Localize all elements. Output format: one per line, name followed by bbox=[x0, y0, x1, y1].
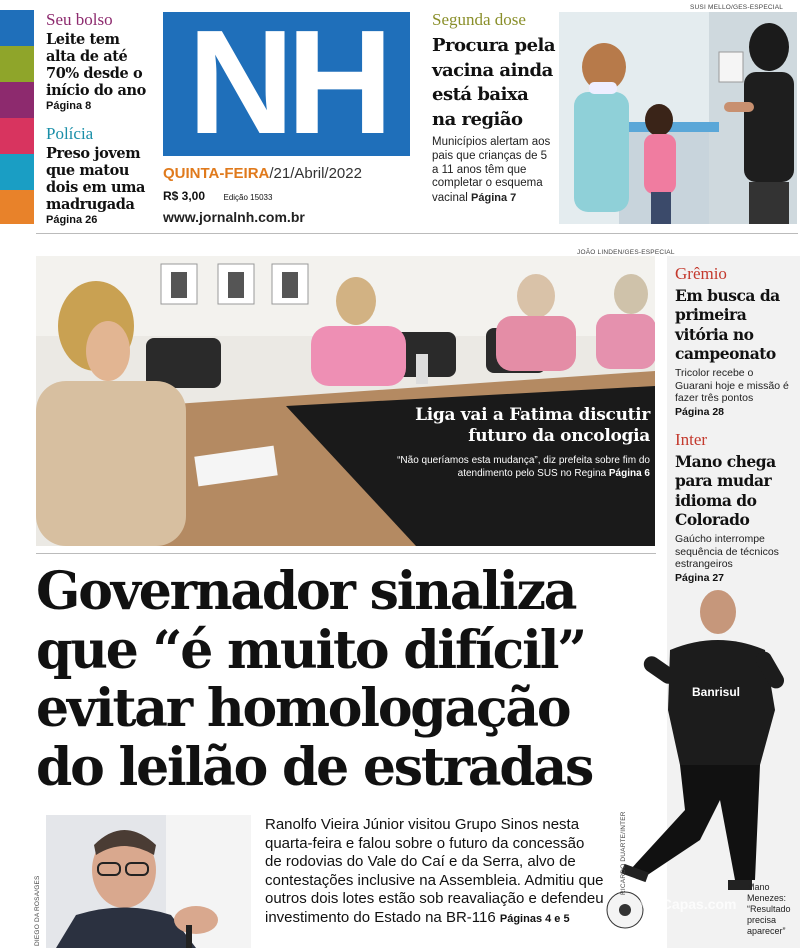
teaser-seu-bolso[interactable] bbox=[46, 10, 152, 113]
teaser-summary: Tricolor recebe o Guarani hoje e missão é fazer três pontos bbox=[675, 367, 789, 405]
color-strip-purple bbox=[0, 82, 34, 118]
mano-caption: Mano Menezes: “Resultado precisa aparecer” bbox=[747, 882, 791, 936]
page-ref: Página 8 bbox=[46, 100, 92, 112]
teaser-gremio[interactable] bbox=[675, 264, 793, 419]
watermark: VerCapas.com bbox=[640, 896, 737, 912]
page-ref: Página 7 bbox=[471, 192, 517, 205]
page-ref: Página 6 bbox=[608, 468, 650, 479]
logo-text: NH bbox=[187, 0, 386, 165]
nh-logo[interactable] bbox=[163, 0, 410, 165]
teaser-policia[interactable] bbox=[46, 124, 152, 227]
meeting-photo bbox=[36, 256, 655, 546]
color-strip-teal bbox=[0, 154, 34, 190]
page-ref: Página 26 bbox=[46, 214, 98, 226]
photo-credit-top: SUSI MELLO/GES-ESPECIAL bbox=[690, 4, 784, 11]
color-strip-olive bbox=[0, 46, 34, 82]
photo-story-summary: “Não queríamos esta mudança”, diz prefeita sobre fim do atendimento pelo SUS no Regina Página 6 bbox=[397, 455, 650, 479]
teaser-segunda-dose[interactable] bbox=[432, 10, 556, 206]
headline-line: que “é muito difícil” bbox=[36, 619, 585, 681]
headline-line: do leilão de estradas bbox=[36, 736, 593, 798]
section-label: Grêmio bbox=[675, 264, 727, 283]
governor-photo bbox=[46, 815, 251, 948]
page-ref: Página 28 bbox=[675, 405, 725, 418]
headline-line: evitar homologação bbox=[36, 678, 570, 739]
page-ref: Página 27 bbox=[675, 571, 725, 584]
divider-top bbox=[36, 233, 798, 234]
section-label: Polícia bbox=[46, 124, 94, 143]
section-label: Seu bolso bbox=[46, 10, 113, 29]
section-label: Inter bbox=[675, 430, 708, 449]
website[interactable]: www.jornalnh.com.br bbox=[163, 209, 305, 225]
price: R$ 3,00 bbox=[163, 189, 206, 203]
section-label: Segunda dose bbox=[432, 10, 526, 29]
teaser-inter[interactable] bbox=[675, 430, 793, 585]
masthead-date bbox=[163, 165, 362, 182]
main-headline[interactable] bbox=[36, 563, 636, 797]
color-strip-pink bbox=[0, 118, 34, 154]
governor-photo-credit: DIEGO DA ROSA/GES bbox=[34, 875, 41, 946]
masthead-price-row bbox=[163, 187, 272, 205]
teaser-summary: Municípios alertam aos pais que crianças de 5 a 11 anos têm que completar o esquema vacinal Página 7 bbox=[432, 136, 551, 205]
teaser-summary: Gaúcho interrompe sequência de técnicos estrangeiros bbox=[675, 533, 779, 571]
photo-credit-meeting: JOÃO LINDEN/GES-ESPECIAL bbox=[577, 249, 675, 256]
date: /21/Abril/2022 bbox=[269, 165, 362, 182]
main-story-body: Ranolfo Vieira Júnior visitou Grupo Sinos nesta quarta-feira e falou sobre o futuro da concessão de rodovias do Vale do Caí e da Serra, alvo de contestações inclusive na Assembleia. Admitiu que outros dois lotes estão sob reavaliação e defendeu investimento do Estado na BR-116 Páginas 4 e 5 bbox=[265, 816, 604, 926]
mano-credit: RICARDO DUARTE/INTER bbox=[620, 811, 627, 895]
shirt-sponsor: Banrisul bbox=[692, 685, 741, 699]
teaser-headline: Em busca da primeira vitória no campeonato bbox=[675, 286, 780, 363]
page-ref: Páginas 4 e 5 bbox=[499, 912, 570, 925]
divider-main bbox=[36, 553, 656, 554]
color-strip-blue bbox=[0, 10, 34, 46]
vaccine-photo bbox=[559, 12, 797, 224]
teaser-headline: Leite tem alta de até 70% desde o início do ano bbox=[46, 31, 146, 99]
teaser-headline: Preso jovem que matou dois em uma madrugada bbox=[46, 145, 146, 213]
headline-line: Governador sinaliza bbox=[36, 561, 576, 622]
photo-story-overlay[interactable] bbox=[380, 405, 650, 480]
photo-story-headline: Liga vai a Fatima discutir futuro da oncologia bbox=[415, 405, 650, 446]
edition: Edição 15033 bbox=[223, 193, 273, 202]
teaser-headline: Procura pela vacina ainda está baixa na região bbox=[432, 35, 556, 130]
color-strip-orange bbox=[0, 190, 34, 224]
weekday: QUINTA-FEIRA bbox=[163, 165, 270, 182]
teaser-headline: Mano chega para mudar idioma do Colorado bbox=[675, 452, 776, 529]
